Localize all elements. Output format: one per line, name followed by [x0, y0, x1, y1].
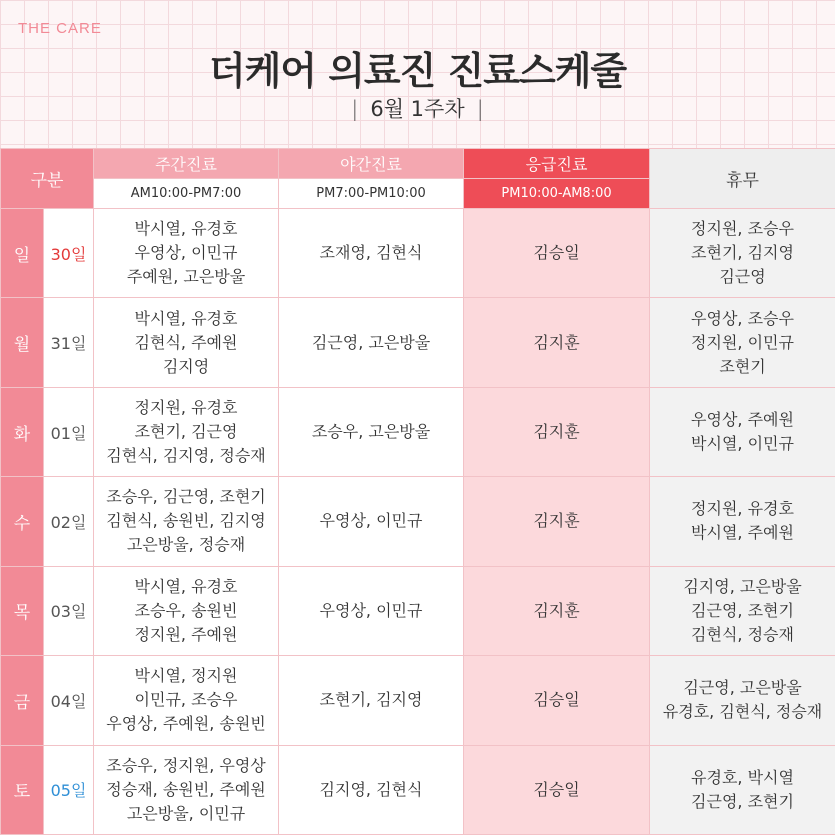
brand-logo-text: THE CARE: [18, 20, 102, 37]
weekday-label: 수: [1, 477, 44, 566]
night-shift-cell: 우영상, 이민규: [279, 477, 464, 566]
emergency-shift-cell: 김승일: [464, 745, 650, 834]
day-shift-cell: 조승우, 김근영, 조현기 김현식, 송원빈, 김지영 고은방울, 정승재: [94, 477, 279, 566]
off-duty-cell: 김근영, 고은방울 유경호, 김현식, 정승재: [650, 656, 835, 745]
day-shift-cell: 박시열, 유경호 김현식, 주예원 김지영: [94, 298, 279, 387]
subtitle-divider-right: |: [476, 97, 484, 121]
night-shift-time: PM7:00-PM10:00: [279, 179, 464, 209]
day-shift-cell: 박시열, 정지원 이민규, 조승우 우영상, 주예원, 송원빈: [94, 656, 279, 745]
weekday-label: 목: [1, 566, 44, 655]
weekday-label: 화: [1, 387, 44, 476]
schedule-table: [0, 148, 835, 835]
table-row: [1, 477, 835, 566]
off-duty-header: 휴무: [650, 149, 835, 209]
night-shift-header: 야간진료: [279, 149, 464, 179]
subtitle-divider-left: |: [351, 97, 359, 121]
emergency-shift-cell: 김지훈: [464, 298, 650, 387]
page-title: 더케어 의료진 진료스케줄: [208, 49, 627, 93]
night-shift-cell: 우영상, 이민규: [279, 566, 464, 655]
table-row: [1, 745, 835, 834]
table-row: [1, 209, 835, 298]
emergency-shift-cell: 김지훈: [464, 477, 650, 566]
off-duty-cell: 정지원, 조승우 조현기, 김지영 김근영: [650, 209, 835, 298]
date-label: 03일: [44, 566, 94, 655]
emergency-shift-cell: 김승일: [464, 209, 650, 298]
day-shift-header: 주간진료: [94, 149, 279, 179]
night-shift-cell: 조현기, 김지영: [279, 656, 464, 745]
emergency-shift-time: PM10:00-AM8:00: [464, 179, 650, 209]
table-row: [1, 566, 835, 655]
date-label: 04일: [44, 656, 94, 745]
day-shift-cell: 박시열, 유경호 우영상, 이민규 주예원, 고은방울: [94, 209, 279, 298]
weekday-label: 금: [1, 656, 44, 745]
header-row: [1, 149, 835, 179]
date-label: 05일: [44, 745, 94, 834]
table-row: [1, 387, 835, 476]
off-duty-cell: 우영상, 조승우 정지원, 이민규 조현기: [650, 298, 835, 387]
date-label: 01일: [44, 387, 94, 476]
off-duty-cell: 김지영, 고은방울 김근영, 조현기 김현식, 정승재: [650, 566, 835, 655]
day-shift-time: AM10:00-PM7:00: [94, 179, 279, 209]
night-shift-cell: 김근영, 고은방울: [279, 298, 464, 387]
emergency-shift-header: 응급진료: [464, 149, 650, 179]
night-shift-cell: 김지영, 김현식: [279, 745, 464, 834]
day-shift-cell: 박시열, 유경호 조승우, 송원빈 정지원, 주예원: [94, 566, 279, 655]
table-row: [1, 298, 835, 387]
date-label: 02일: [44, 477, 94, 566]
emergency-shift-cell: 김지훈: [464, 566, 650, 655]
division-header: 구분: [1, 149, 94, 209]
table-row: [1, 656, 835, 745]
emergency-shift-cell: 김승일: [464, 656, 650, 745]
date-label: 31일: [44, 298, 94, 387]
off-duty-cell: 정지원, 유경호 박시열, 주예원: [650, 477, 835, 566]
weekday-label: 일: [1, 209, 44, 298]
day-shift-cell: 조승우, 정지원, 우영상 정승재, 송원빈, 주예원 고은방울, 이민규: [94, 745, 279, 834]
off-duty-cell: 우영상, 주예원 박시열, 이민규: [650, 387, 835, 476]
weekday-label: 월: [1, 298, 44, 387]
date-label: 30일: [44, 209, 94, 298]
week-label: 6월 1주차: [370, 97, 465, 121]
weekday-label: 토: [1, 745, 44, 834]
night-shift-cell: 조재영, 김현식: [279, 209, 464, 298]
emergency-shift-cell: 김지훈: [464, 387, 650, 476]
night-shift-cell: 조승우, 고은방울: [279, 387, 464, 476]
off-duty-cell: 유경호, 박시열 김근영, 조현기: [650, 745, 835, 834]
page-subtitle: [0, 93, 835, 123]
day-shift-cell: 정지원, 유경호 조현기, 김근영 김현식, 김지영, 정승재: [94, 387, 279, 476]
